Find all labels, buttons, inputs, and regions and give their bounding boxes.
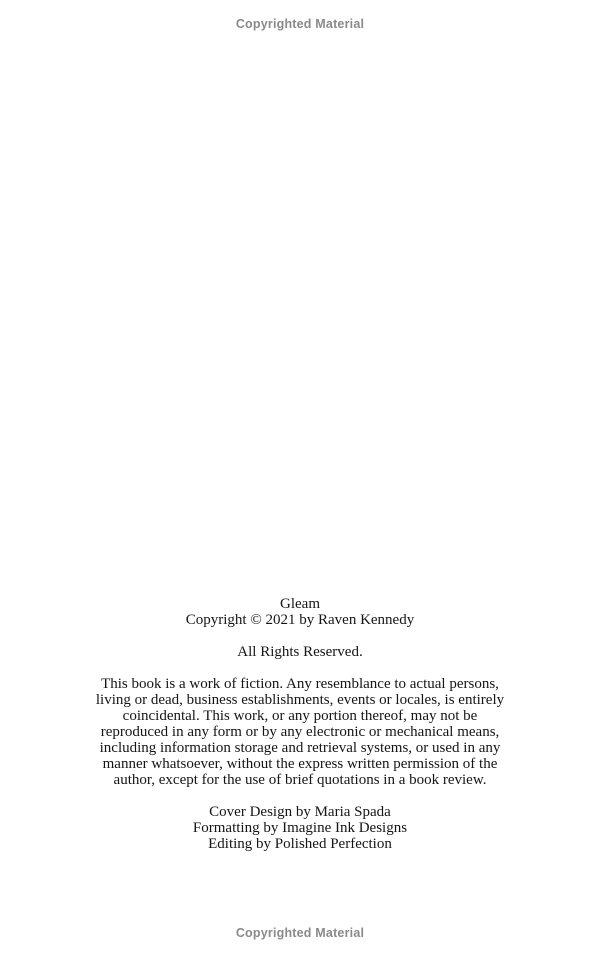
disclaimer-line: manner whatsoever, without the express written permission of the [102,756,498,772]
cover-design-credit: Cover Design by Maria Spada [209,804,391,820]
title-block [0,596,600,628]
book-title: Gleam [280,596,320,612]
all-rights-reserved-line: All Rights Reserved. [237,644,363,660]
disclaimer-line: living or dead, business establishments, events or locales, is entirely [95,692,505,708]
editing-credit: Editing by Polished Perfection [208,836,392,852]
rights-block [0,644,600,660]
copyright-page-content [0,596,600,852]
disclaimer-line: including information storage and retrieval systems, or used in any [99,740,501,756]
disclaimer-line: author, except for the use of brief quotations in a book review. [113,772,487,788]
credits-block [0,804,600,852]
disclaimer-line: coincidental. This work, or any portion thereof, may not be [122,708,478,724]
disclaimer-line: reproduced in any form or by any electronic or mechanical means, [100,724,500,740]
formatting-credit: Formatting by Imagine Ink Designs [192,820,408,836]
copyrighted-material-label-top: Copyrighted Material [235,17,365,31]
disclaimer-line: This book is a work of fiction. Any resemblance to actual persons, [101,676,499,692]
copyright-line: Copyright © 2021 by Raven Kennedy [185,612,415,628]
copyrighted-material-label-bottom: Copyrighted Material [235,926,365,940]
fiction-disclaimer [80,676,520,788]
